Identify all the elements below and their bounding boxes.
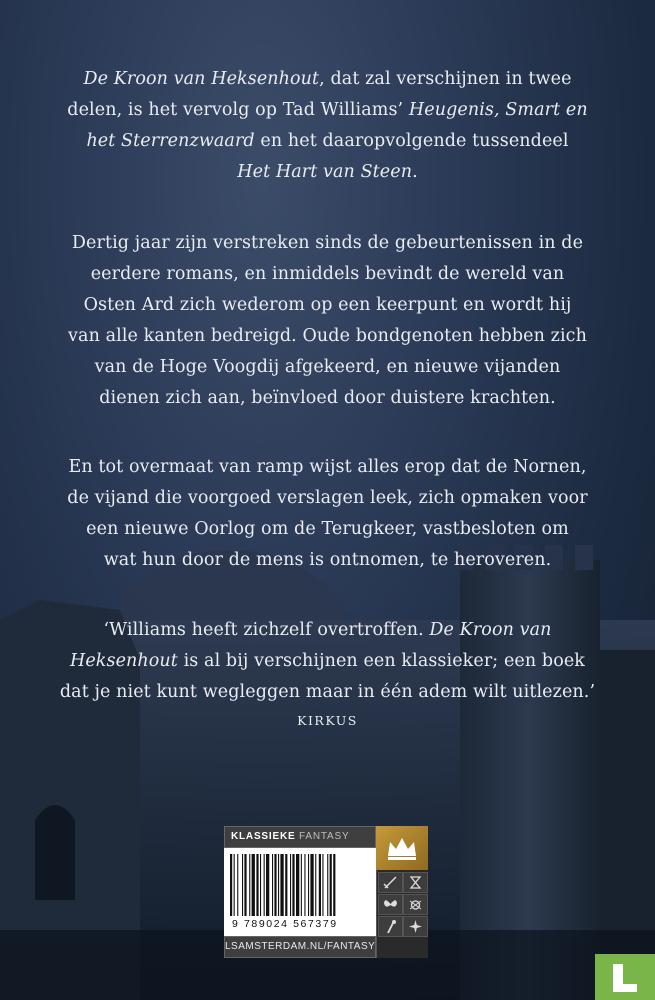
- sword-icon: [378, 872, 403, 893]
- barcode-bar: [301, 854, 302, 916]
- text-fragment: delen, is het vervolg op Tad Williams’: [67, 100, 409, 120]
- text-fragment: ‘Williams heeft zichzelf overtroffen.: [103, 620, 430, 640]
- genre-icon-grid: [376, 870, 428, 958]
- barcode-bar: [252, 854, 255, 916]
- barcode: [224, 848, 376, 936]
- text-line: de vijand die voorgoed verslagen leek, zich opmaken voor: [67, 488, 588, 508]
- barcode-bar: [278, 854, 279, 916]
- publisher-badge: [224, 826, 428, 958]
- barcode-bar: [266, 854, 269, 916]
- isbn-number: 9 789024 567379: [232, 918, 338, 930]
- book-title: De Kroon van: [429, 620, 552, 640]
- barcode-bar: [264, 854, 265, 916]
- barcode-bars: [230, 854, 370, 916]
- lastdodo-corner-logo: [595, 954, 655, 1000]
- crown-icon: [376, 826, 428, 870]
- barcode-bar: [280, 854, 283, 916]
- series-label-light: FANTASY: [299, 831, 350, 842]
- text-fragment: en het daaropvolgende tussendeel: [254, 131, 569, 151]
- series-label-bold: KLASSIEKE: [231, 831, 296, 842]
- barcode-bar: [256, 854, 258, 916]
- torch-icon: [378, 916, 403, 937]
- barcode-bar: [310, 854, 313, 916]
- book-title: Heksenhout: [69, 651, 178, 671]
- text-line: Dertig jaar zijn verstreken sinds de gebeurtenissen in de: [71, 233, 584, 253]
- barcode-bar: [333, 854, 335, 916]
- barcode-bar: [315, 854, 316, 916]
- text-line: eerdere romans, en inmiddels bevindt de wereld van: [90, 264, 565, 284]
- barcode-bar: [327, 854, 328, 916]
- barcode-bar: [237, 854, 238, 916]
- barcode-bar: [274, 854, 276, 916]
- barcode-bar: [292, 854, 294, 916]
- threat-paragraph: [0, 452, 655, 576]
- interlude-title: Het Hart van Steen: [237, 162, 413, 182]
- barcode-bar: [234, 854, 235, 916]
- barcode-bar: [319, 854, 321, 916]
- barcode-bar: [322, 854, 323, 916]
- barcode-bar: [249, 854, 250, 916]
- series-label: [224, 826, 376, 848]
- prior-title: Heugenis, Smart en: [408, 100, 588, 120]
- barcode-bar: [244, 854, 246, 916]
- text-line: van de Hoge Voogdij afgekeerd, en nieuwe vijanden: [94, 357, 561, 377]
- publisher-url: LSAMSTERDAM.NL/FANTASY: [224, 936, 376, 958]
- book-title: De Kroon van Heksenhout: [83, 69, 320, 89]
- barcode-bar: [296, 854, 299, 916]
- barcode-bar: [285, 854, 287, 916]
- butterfly-icon: [378, 894, 403, 915]
- bug-icon: [403, 894, 428, 915]
- text-line: wat hun door de mens is ontnomen, te heroveren.: [103, 550, 552, 570]
- barcode-bar: [272, 854, 273, 916]
- barcode-bar: [290, 854, 291, 916]
- story-paragraph: [0, 228, 655, 414]
- quote-source: KIRKUS: [297, 713, 358, 728]
- barcode-bar: [260, 854, 261, 916]
- prior-title: het Sterrenzwaard: [86, 131, 255, 151]
- text-fragment: , dat zal verschijnen in twee: [319, 69, 572, 89]
- star-icon: [403, 916, 428, 937]
- text-line: En tot overmaat van ramp wijst alles erop dat de Nornen,: [68, 457, 587, 477]
- text-line: Osten Ard zich wederom op een keerpunt en wordt hij: [83, 295, 572, 315]
- text-line: van alle kanten bedreigd. Oude bondgenoten hebben zich: [68, 326, 587, 346]
- text-line: dienen zich aan, beïnvloed door duistere krachten.: [99, 388, 556, 408]
- review-quote: [0, 615, 655, 708]
- barcode-bar: [230, 854, 232, 916]
- text-fragment: is al bij verschijnen een klassieker; een boek: [177, 651, 585, 671]
- barcode-bar: [330, 854, 332, 916]
- text-line: dat je niet kunt wegleggen maar in één adem wilt uitlezen.’: [59, 682, 596, 702]
- barcode-bar: [304, 854, 305, 916]
- text-fragment: .: [412, 162, 418, 182]
- barcode-bar: [308, 854, 309, 916]
- hourglass-icon: [403, 872, 428, 893]
- text-line: een nieuwe Oorlog om de Terugkeer, vastbesloten om: [86, 519, 569, 539]
- barcode-bar: [242, 854, 243, 916]
- intro-paragraph: [0, 64, 655, 188]
